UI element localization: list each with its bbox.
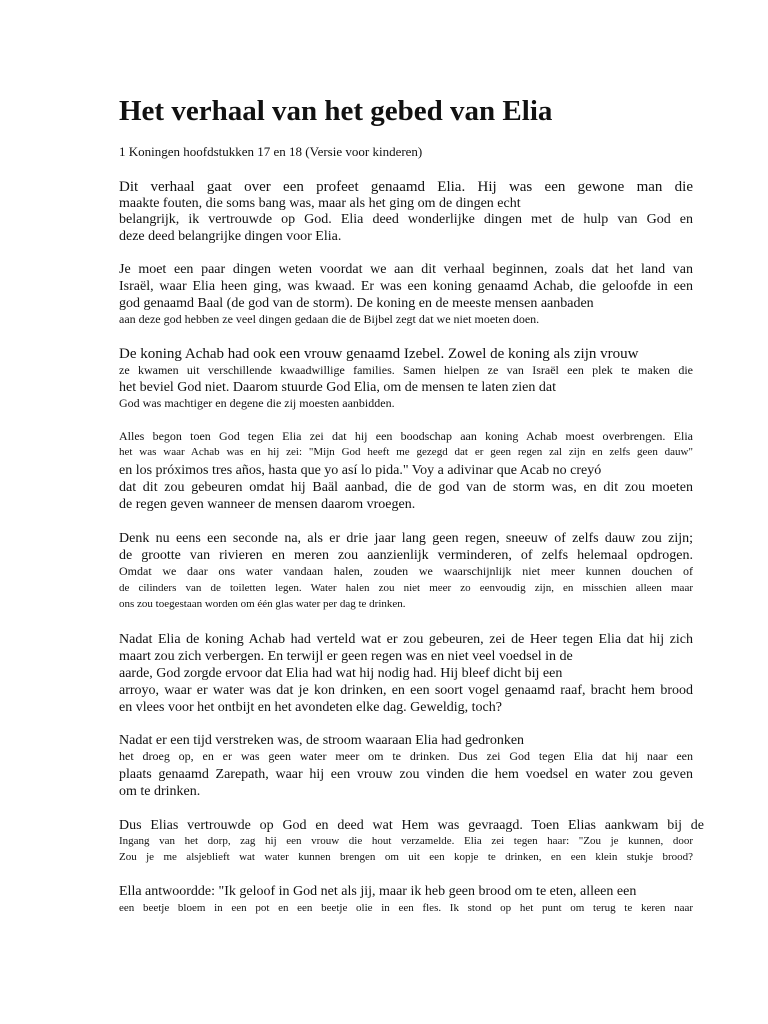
- text-line: aan deze god hebben ze veel dingen gedaan die de Bijbel zegt dat we niet moeten doen.: [119, 312, 540, 326]
- text-line: Nadat er een tijd verstreken was, de stroom waaraan Elia had gedronken: [119, 733, 525, 748]
- text-line: Israël, waar Elia heen ging, was kwaad. Er was een koning genaamd Achab, die geloofde in een: [119, 279, 693, 294]
- text-line: Dit verhaal gaat over een profeet genaamd Elia. Hij was een gewone man die: [119, 179, 693, 195]
- text-line: God was machtiger en degene die zij moesten aanbidden.: [119, 396, 395, 410]
- text-line: deze deed belangrijke dingen voor Elia.: [119, 229, 342, 244]
- text-line: arroyo, waar er water was dat je kon drinken, en een soort vogel genaamd raaf, bracht hem brood: [119, 683, 693, 698]
- text-line: het droeg op, en er was geen water meer om te drinken. Dus zei God tegen Elia dat hij naar een: [119, 749, 693, 763]
- text-line: De koning Achab had ook een vrouw genaamd Izebel. Zowel de koning als zijn vrouw: [119, 346, 639, 362]
- text-line: het beviel God niet. Daarom stuurde God Elia, om de mensen te laten zien dat: [119, 380, 556, 395]
- text-line: Je moet een paar dingen weten voordat we aan dit verhaal beginnen, zoals dat het land van: [119, 262, 693, 277]
- text-line: om te drinken.: [119, 784, 201, 799]
- text-line: Omdat we daar ons water vandaan halen, zouden we waarschijnlijk niet meer kunnen douchen of: [119, 564, 693, 578]
- text-line: maart zou zich verbergen. En terwijl er geen regen was en niet veel voedsel in de: [119, 649, 573, 664]
- text-line: Zou je me alsjeblieft wat water kunnen brengen om uit een kopje te drinken, en een klein stukje brood?: [119, 851, 693, 863]
- text-line: belangrijk, ik vertrouwde op God. Elia deed wonderlijke dingen met de hulp van God en: [119, 212, 693, 227]
- text-line: maakte fouten, die soms bang was, maar als het ging om de dingen echt: [119, 196, 521, 211]
- text-line: en los próximos tres años, hasta que yo así lo pida." Voy a adivinar que Acab no creyó: [119, 463, 602, 478]
- text-line: Ella antwoordde: "Ik geloof in God net als jij, maar ik heb geen brood om te eten, alleen een: [119, 884, 637, 899]
- page-subtitle: 1 Koningen hoofdstukken 17 en 18 (Versie voor kinderen): [119, 144, 423, 159]
- text-line: Ingang van het dorp, zag hij een vrouw die hout verzamelde. Elia zei tegen haar: "Zou je kunnen, door: [119, 835, 693, 847]
- text-line: ons zou toegestaan worden om één glas water per dag te drinken.: [119, 598, 406, 610]
- text-line: ze kwamen uit verschillende kwaadwillige families. Samen hielpen ze van Israël een plek te maken die: [119, 363, 693, 377]
- text-line: de grootte van rivieren en meren zou aanzienlijk verminderen, of zelfs helemaal opdrogen.: [119, 548, 693, 563]
- text-line: aarde, God zorgde ervoor dat Elia had wat hij nodig had. Hij bleef dicht bij een: [119, 666, 563, 681]
- page-title: Het verhaal van het gebed van Elia: [119, 95, 553, 127]
- text-line: een beetje bloem in een pot en een beetje olie in een fles. Ik stond op het punt om terug te keren naar: [119, 902, 693, 914]
- text-line: en vlees voor het ontbijt en het avondeten elke dag. Geweldig, toch?: [119, 700, 502, 715]
- text-line: Alles begon toen God tegen Elia zei dat hij een boodschap aan koning Achab moest overbrengen. Elia: [119, 429, 693, 443]
- text-line: de regen geven wanneer de mensen daarom vroegen.: [119, 497, 416, 512]
- text-line: plaats genaamd Zarepath, waar hij een vrouw zou vinden die hem voedsel en water zou geven: [119, 767, 693, 782]
- text-line: Nadat Elia de koning Achab had verteld wat er zou gebeuren, zei de Heer tegen Elia dat hij zich: [119, 632, 693, 647]
- text-line: dat dit zou gebeuren omdat hij Baäl aanbad, die de god van de storm was, en dit zou moeten: [119, 480, 693, 495]
- text-line: het was waar Achab was en hij zei: "Mijn God heeft me gezegd dat er geen regen zal zijn en zelfs geen dauw": [119, 446, 693, 458]
- text-line: Dus Elias vertrouwde op God en deed wat Hem was gevraagd. Toen Elias aankwam bij de: [119, 818, 704, 833]
- text-line: god genaamd Baal (de god van de storm). De koning en de meeste mensen aanbaden: [119, 296, 594, 311]
- text-line: Denk nu eens een seconde na, als er drie jaar lang geen regen, sneeuw of zelfs dauw zou zijn;: [119, 531, 693, 546]
- text-line: de cilinders van de toiletten legen. Water halen zou niet meer zo eenvoudig zijn, en misschien alleen maar: [119, 582, 693, 594]
